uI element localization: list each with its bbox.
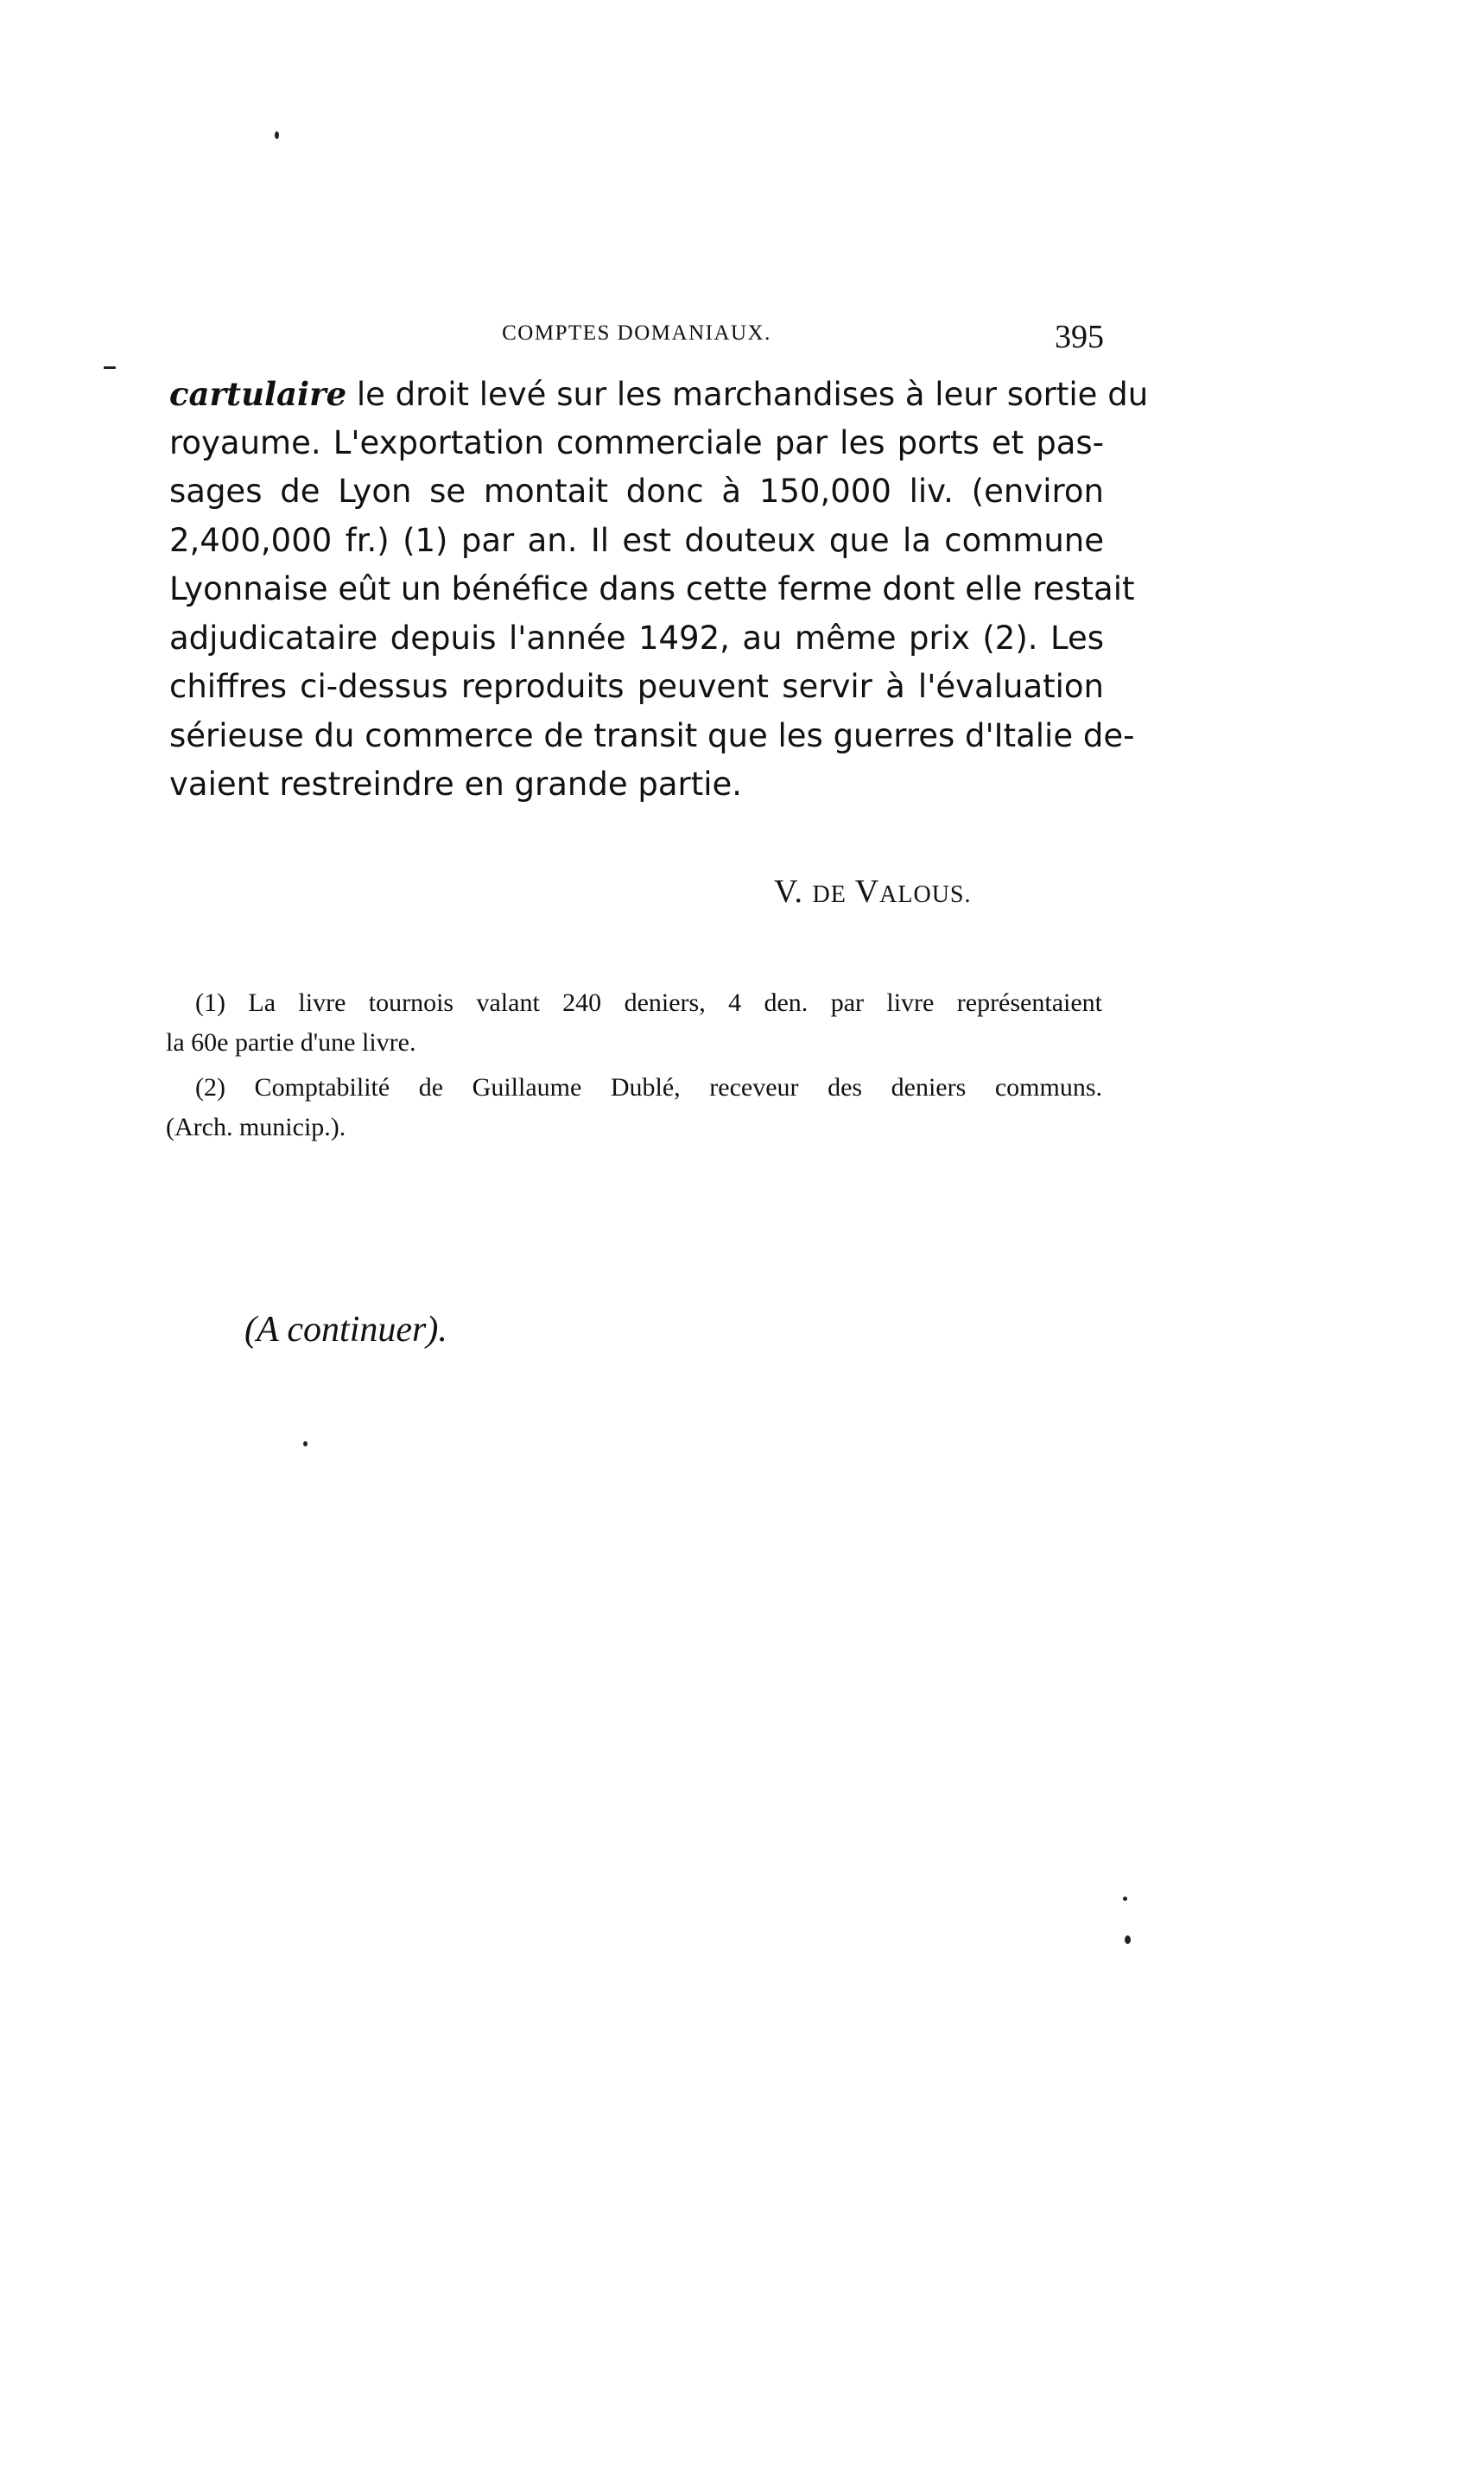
signature-name-rest: ALOUS. <box>879 881 972 908</box>
footnotes <box>166 983 1102 1147</box>
body-line <box>169 370 1149 419</box>
body-paragraph <box>169 370 1149 810</box>
signature-name-first: V <box>854 874 880 910</box>
scan-speck <box>275 131 279 139</box>
signature-particle: DE <box>812 881 847 908</box>
footnote-1-line-2: la 60e partie d'une livre. <box>166 1028 416 1057</box>
author-signature <box>774 873 972 911</box>
signature-initial: V. <box>774 874 804 910</box>
footnote-2-line-1: (2) Comptabilité de Guillaume Dublé, receveur des deniers communs. <box>195 1073 1102 1102</box>
body-line: sérieuse du commerce de transit que les guerres d'Italie de- <box>169 716 1135 754</box>
scan-speck <box>303 1441 308 1446</box>
body-line: chiffres ci-dessus reproduits peuvent servir à l'évaluation <box>169 668 1104 705</box>
italic-word: cartulaire <box>169 375 347 413</box>
footnote-1-line-1: (1) La livre tournois valant 240 deniers, 4 den. par livre représentaient <box>195 988 1102 1017</box>
continuation-note: (A continuer). <box>244 1310 447 1350</box>
page-header <box>169 318 1104 361</box>
scan-speck <box>1125 1935 1131 1944</box>
body-line: 2,400,000 fr.) (1) par an. Il est douteux que la commune <box>169 521 1104 559</box>
body-line: adjudicataire depuis l'année 1492, au même prix (2). Les <box>169 619 1104 657</box>
footnote-2-line-2: (Arch. municip.). <box>166 1113 346 1141</box>
page-number: 395 <box>1055 319 1104 355</box>
scan-speck <box>1123 1897 1127 1901</box>
scan-speck <box>104 366 116 369</box>
body-line: Lyonnaise eût un bénéfice dans cette ferme dont elle restait <box>169 570 1135 607</box>
running-head: COMPTES DOMANIAUX. <box>502 321 771 345</box>
body-line-text: le droit levé sur les marchandises à leur sortie du <box>346 376 1149 413</box>
body-line: sages de Lyon se montait donc à 150,000 liv. (environ <box>169 473 1104 510</box>
body-line: vaient restreindre en grande partie. <box>169 766 743 803</box>
body-line: royaume. L'exportation commerciale par les ports et pas- <box>169 423 1104 461</box>
